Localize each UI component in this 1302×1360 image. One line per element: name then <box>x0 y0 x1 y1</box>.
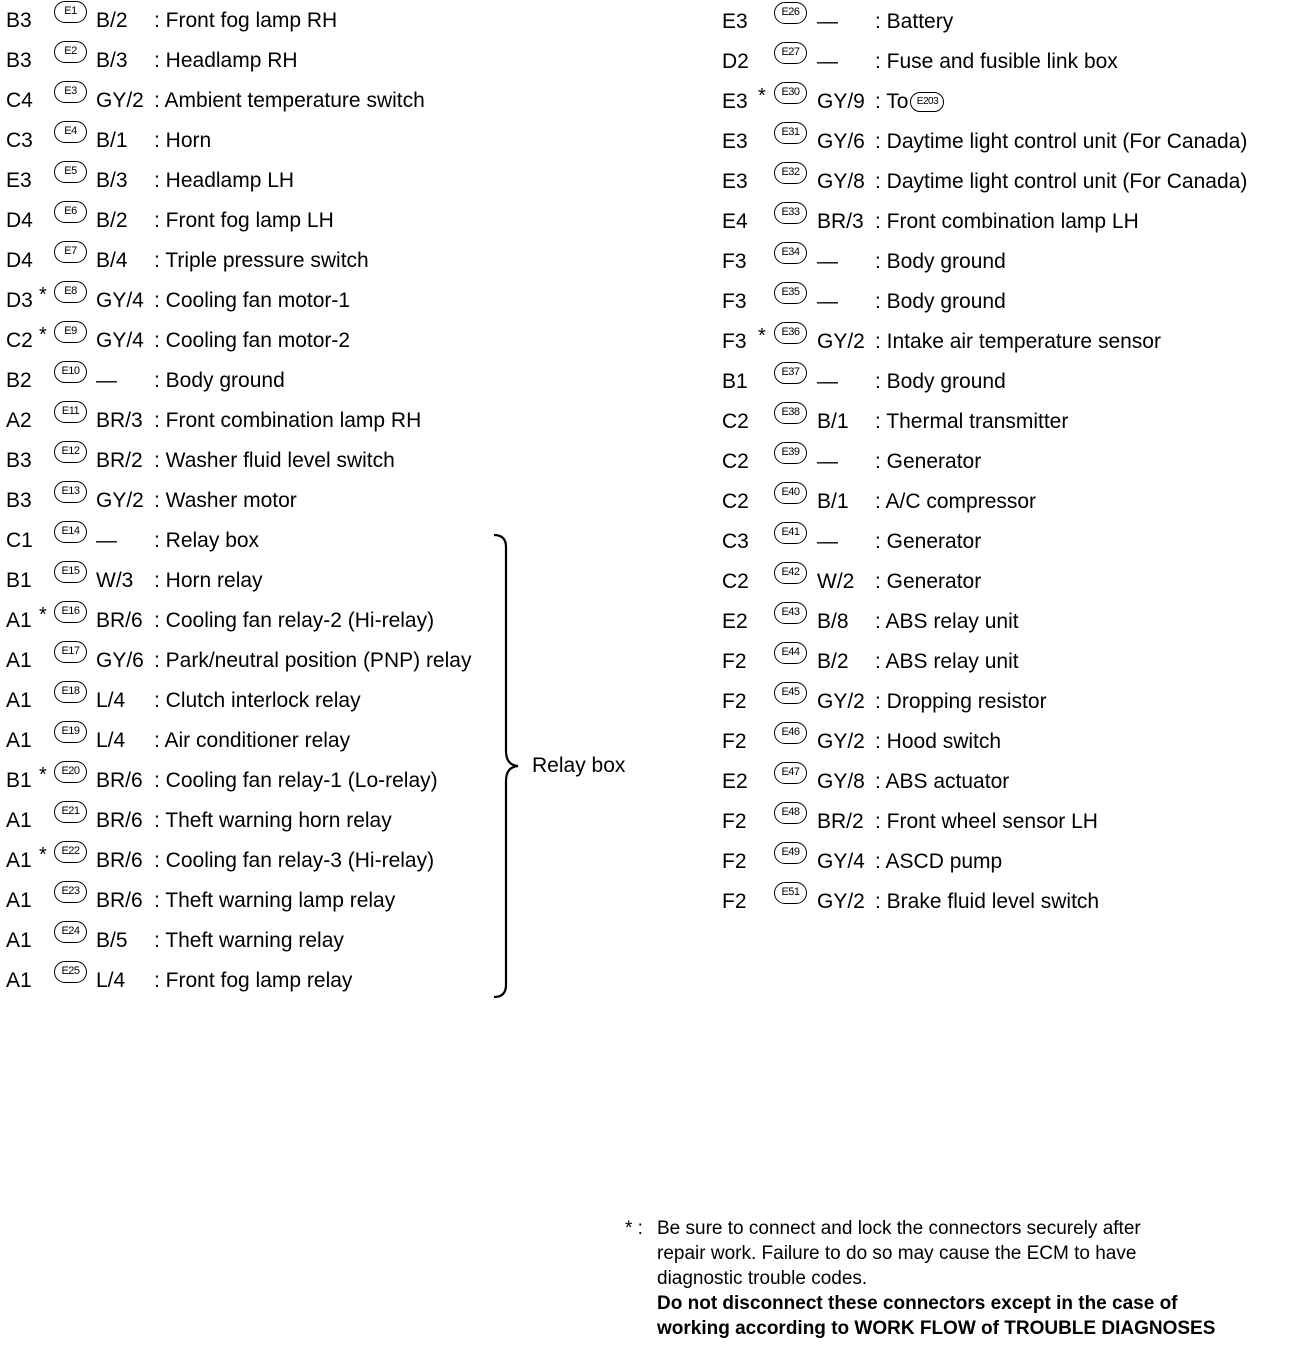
grid-location: E3 <box>722 130 748 153</box>
grid-location: E2 <box>722 610 748 633</box>
footnote-mark: * : <box>625 1218 643 1239</box>
connector-id-badge: E26 <box>774 2 807 24</box>
connector-id-badge: E4 <box>54 121 87 143</box>
grid-location: B3 <box>6 9 32 32</box>
grid-location: F2 <box>722 890 747 913</box>
component-description: : A/C compressor <box>875 490 1037 513</box>
grid-location: F2 <box>722 650 747 673</box>
grid-location: C2 <box>722 410 749 433</box>
component-description: : Air conditioner relay <box>154 729 351 752</box>
component-description: : Battery <box>875 10 954 33</box>
connector-spec: — <box>817 250 838 273</box>
grid-location: D3 <box>6 289 33 312</box>
component-description: : Generator <box>875 450 982 473</box>
connector-spec: BR/6 <box>96 609 143 632</box>
connector-id-badge: E46 <box>774 722 807 744</box>
grid-location: B1 <box>6 569 32 592</box>
connector-spec: GY/2 <box>96 489 144 512</box>
footnote-text <box>657 1216 1302 1341</box>
connector-id-badge: E36 <box>774 322 807 344</box>
connector-id-badge: E45 <box>774 682 807 704</box>
connector-id-badge: E11 <box>54 401 87 423</box>
star-mark: * <box>39 764 47 786</box>
connector-spec: GY/8 <box>817 170 865 193</box>
component-description: : Body ground <box>154 369 285 392</box>
connector-spec: BR/2 <box>96 449 143 472</box>
component-description: : Front fog lamp relay <box>154 969 353 992</box>
grid-location: A1 <box>6 689 32 712</box>
grid-location: F2 <box>722 730 747 753</box>
grid-location: A1 <box>6 649 32 672</box>
connector-spec: BR/6 <box>96 889 143 912</box>
connector-id-badge: E25 <box>54 961 87 983</box>
component-description: : Theft warning horn relay <box>154 809 392 832</box>
component-description: : Horn relay <box>154 569 263 592</box>
grid-location: C2 <box>722 570 749 593</box>
connector-id-badge: E16 <box>54 601 87 623</box>
connector-spec: W/3 <box>96 569 134 592</box>
connector-id-badge: E38 <box>774 402 807 424</box>
connector-spec: B/3 <box>96 169 128 192</box>
star-mark: * <box>39 324 47 346</box>
connector-spec: B/2 <box>817 650 849 673</box>
grid-location: E3 <box>722 90 748 113</box>
connector-id-badge: E34 <box>774 242 807 264</box>
connector-id-badge: E14 <box>54 521 87 543</box>
component-description: : Triple pressure switch <box>154 249 369 272</box>
connector-id-badge: E44 <box>774 642 807 664</box>
grid-location: D4 <box>6 209 33 232</box>
footnote-line: diagnostic trouble codes. <box>657 1268 868 1289</box>
grid-location: C3 <box>722 530 749 553</box>
component-description: : Daytime light control unit (For Canada) <box>875 170 1248 193</box>
connector-spec: BR/6 <box>96 849 143 872</box>
relay-box-label: Relay box <box>532 754 626 777</box>
grid-location: E3 <box>6 169 32 192</box>
connector-spec: — <box>817 530 838 553</box>
component-description: : Body ground <box>875 370 1006 393</box>
component-description: : Headlamp LH <box>154 169 295 192</box>
connector-spec: L/4 <box>96 729 126 752</box>
connector-id-badge: E37 <box>774 362 807 384</box>
connector-id-badge: E10 <box>54 361 87 383</box>
component-description: : Cooling fan relay-3 (Hi-relay) <box>154 849 435 872</box>
grid-location: B3 <box>6 489 32 512</box>
connector-id-badge: E40 <box>774 482 807 504</box>
component-description: : Fuse and fusible link box <box>875 50 1118 73</box>
connector-id-badge: E18 <box>54 681 87 703</box>
component-description: : Clutch interlock relay <box>154 689 361 712</box>
star-mark: * <box>758 325 766 347</box>
connector-id-badge: E27 <box>774 42 807 64</box>
component-description: : Cooling fan relay-1 (Lo-relay) <box>154 769 438 792</box>
grid-location: B2 <box>6 369 32 392</box>
grid-location: C3 <box>6 129 33 152</box>
connector-id-badge: E13 <box>54 481 87 503</box>
component-description: : Generator <box>875 530 982 553</box>
grid-location: F2 <box>722 810 747 833</box>
component-description: : Front fog lamp LH <box>154 209 334 232</box>
connector-spec: L/4 <box>96 689 126 712</box>
grid-location: A1 <box>6 849 32 872</box>
grid-location: A1 <box>6 889 32 912</box>
connector-id-badge: E49 <box>774 842 807 864</box>
grid-location: B3 <box>6 449 32 472</box>
grid-location: A1 <box>6 969 32 992</box>
component-description: : Body ground <box>875 290 1006 313</box>
connector-id-badge: E43 <box>774 602 807 624</box>
grid-location: B1 <box>6 769 32 792</box>
connector-id-badge: E6 <box>54 201 87 223</box>
component-description: : Dropping resistor <box>875 690 1047 713</box>
connector-id-badge: E7 <box>54 241 87 263</box>
component-description: : Daytime light control unit (For Canada) <box>875 130 1248 153</box>
component-description: : Front wheel sensor LH <box>875 810 1098 833</box>
connector-id-badge: E33 <box>774 202 807 224</box>
component-description: : Headlamp RH <box>154 49 298 72</box>
connector-spec: B/5 <box>96 929 128 952</box>
connector-id-badge: E48 <box>774 802 807 824</box>
connector-spec: L/4 <box>96 969 126 992</box>
component-description: : ABS actuator <box>875 770 1010 793</box>
star-mark: * <box>39 604 47 626</box>
grid-location: E4 <box>722 210 748 233</box>
connector-id-badge: E22 <box>54 841 87 863</box>
connector-spec: W/2 <box>817 570 855 593</box>
star-mark: * <box>758 85 766 107</box>
grid-location: A1 <box>6 929 32 952</box>
component-description: : Theft warning lamp relay <box>154 889 396 912</box>
connector-spec: — <box>817 290 838 313</box>
connector-spec: — <box>817 50 838 73</box>
connector-spec: B/1 <box>96 129 128 152</box>
connector-id-badge: E17 <box>54 641 87 663</box>
component-description: : Cooling fan motor-1 <box>154 289 351 312</box>
connector-spec: B/2 <box>96 9 128 32</box>
component-description: : Body ground <box>875 250 1006 273</box>
connector-id-badge: E19 <box>54 721 87 743</box>
component-description: : Relay box <box>154 529 260 552</box>
connector-id-badge: E3 <box>54 81 87 103</box>
connector-spec: BR/6 <box>96 769 143 792</box>
grid-location: E2 <box>722 770 748 793</box>
connector-spec: — <box>817 370 838 393</box>
grid-location: A1 <box>6 609 32 632</box>
grid-location: C2 <box>722 450 749 473</box>
component-description: : ABS relay unit <box>875 610 1019 633</box>
connector-spec: B/1 <box>817 410 849 433</box>
grid-location: C4 <box>6 89 33 112</box>
grid-location: F2 <box>722 850 747 873</box>
connector-id-badge: E47 <box>774 762 807 784</box>
component-description: : Thermal transmitter <box>875 410 1069 433</box>
component-description: : Ambient temperature switch <box>154 89 425 112</box>
component-description <box>875 82 944 122</box>
connector-spec: GY/2 <box>817 690 865 713</box>
grid-location: C1 <box>6 529 33 552</box>
component-description: : Horn <box>154 129 212 152</box>
connector-id-badge: E32 <box>774 162 807 184</box>
connector-id-badge: E20 <box>54 761 87 783</box>
connector-spec: GY/9 <box>817 90 865 113</box>
component-description: : Cooling fan motor-2 <box>154 329 351 352</box>
connector-id-badge: E2 <box>54 41 87 63</box>
footnote-warning-line: working according to WORK FLOW of TROUBLE DIAGNOSES <box>657 1318 1216 1339</box>
connector-id-badge: E42 <box>774 562 807 584</box>
component-description: : Intake air temperature sensor <box>875 330 1161 353</box>
connector-spec: — <box>96 529 117 552</box>
connector-id-badge: E30 <box>774 82 807 104</box>
connector-spec: GY/4 <box>96 289 144 312</box>
grid-location: B3 <box>6 49 32 72</box>
connector-spec: B/1 <box>817 490 849 513</box>
connector-id-badge: E24 <box>54 921 87 943</box>
grid-location: E3 <box>722 10 748 33</box>
grid-location: B1 <box>722 370 748 393</box>
description-text: : To <box>875 90 909 113</box>
connector-spec: B/3 <box>96 49 128 72</box>
connector-spec: GY/4 <box>96 329 144 352</box>
connector-id-badge: E1 <box>54 1 87 23</box>
component-description: : ABS relay unit <box>875 650 1019 673</box>
connector-spec: — <box>817 450 838 473</box>
component-description: : Park/neutral position (PNP) relay <box>154 649 472 672</box>
connector-id-badge: E5 <box>54 161 87 183</box>
grid-location: F3 <box>722 290 747 313</box>
connector-spec: GY/8 <box>817 770 865 793</box>
grid-location: A2 <box>6 409 32 432</box>
component-description: : Front combination lamp LH <box>875 210 1139 233</box>
connector-id-badge: E39 <box>774 442 807 464</box>
footnote-line: repair work. Failure to do so may cause the ECM to have <box>657 1243 1137 1264</box>
connector-spec: BR/2 <box>817 810 864 833</box>
connector-spec: B/8 <box>817 610 849 633</box>
connector-id-badge: E8 <box>54 281 87 303</box>
grid-location: C2 <box>6 329 33 352</box>
star-mark: * <box>39 844 47 866</box>
connector-id-badge: E51 <box>774 882 807 904</box>
component-description: : Front fog lamp RH <box>154 9 338 32</box>
connector-id-badge: E21 <box>54 801 87 823</box>
connector-spec: GY/6 <box>96 649 144 672</box>
relay-box-brace <box>492 533 522 999</box>
connector-spec: BR/3 <box>817 210 864 233</box>
connector-reference-badge: E203 <box>910 92 944 112</box>
footnote-warning-line: Do not disconnect these connectors except in the case of <box>657 1293 1178 1314</box>
connector-spec: GY/6 <box>817 130 865 153</box>
component-description: : Front combination lamp RH <box>154 409 422 432</box>
component-description: : Washer fluid level switch <box>154 449 395 472</box>
connector-spec: GY/4 <box>817 850 865 873</box>
connector-id-badge: E9 <box>54 321 87 343</box>
component-description: : Generator <box>875 570 982 593</box>
connector-id-badge: E31 <box>774 122 807 144</box>
connector-id-badge: E23 <box>54 881 87 903</box>
star-mark: * <box>39 284 47 306</box>
grid-location: A1 <box>6 809 32 832</box>
connector-id-badge: E15 <box>54 561 87 583</box>
grid-location: F2 <box>722 690 747 713</box>
grid-location: C2 <box>722 490 749 513</box>
connector-spec: — <box>817 10 838 33</box>
connector-spec: GY/2 <box>817 890 865 913</box>
connector-spec: GY/2 <box>817 730 865 753</box>
component-description: : Cooling fan relay-2 (Hi-relay) <box>154 609 435 632</box>
component-description: : Washer motor <box>154 489 297 512</box>
component-description: : Brake fluid level switch <box>875 890 1100 913</box>
connector-spec: GY/2 <box>96 89 144 112</box>
grid-location: E3 <box>722 170 748 193</box>
connector-spec: BR/6 <box>96 809 143 832</box>
connector-spec: B/4 <box>96 249 128 272</box>
grid-location: F3 <box>722 330 747 353</box>
grid-location: D2 <box>722 50 749 73</box>
component-description: : Theft warning relay <box>154 929 344 952</box>
connector-id-badge: E12 <box>54 441 87 463</box>
grid-location: A1 <box>6 729 32 752</box>
component-description: : ASCD pump <box>875 850 1003 873</box>
connector-spec: GY/2 <box>817 330 865 353</box>
connector-spec: B/2 <box>96 209 128 232</box>
connector-spec: BR/3 <box>96 409 143 432</box>
grid-location: D4 <box>6 249 33 272</box>
connector-spec: — <box>96 369 117 392</box>
connector-id-badge: E35 <box>774 282 807 304</box>
footnote-line: Be sure to connect and lock the connectors securely after <box>657 1218 1141 1239</box>
component-description: : Hood switch <box>875 730 1002 753</box>
connector-id-badge: E41 <box>774 522 807 544</box>
grid-location: F3 <box>722 250 747 273</box>
